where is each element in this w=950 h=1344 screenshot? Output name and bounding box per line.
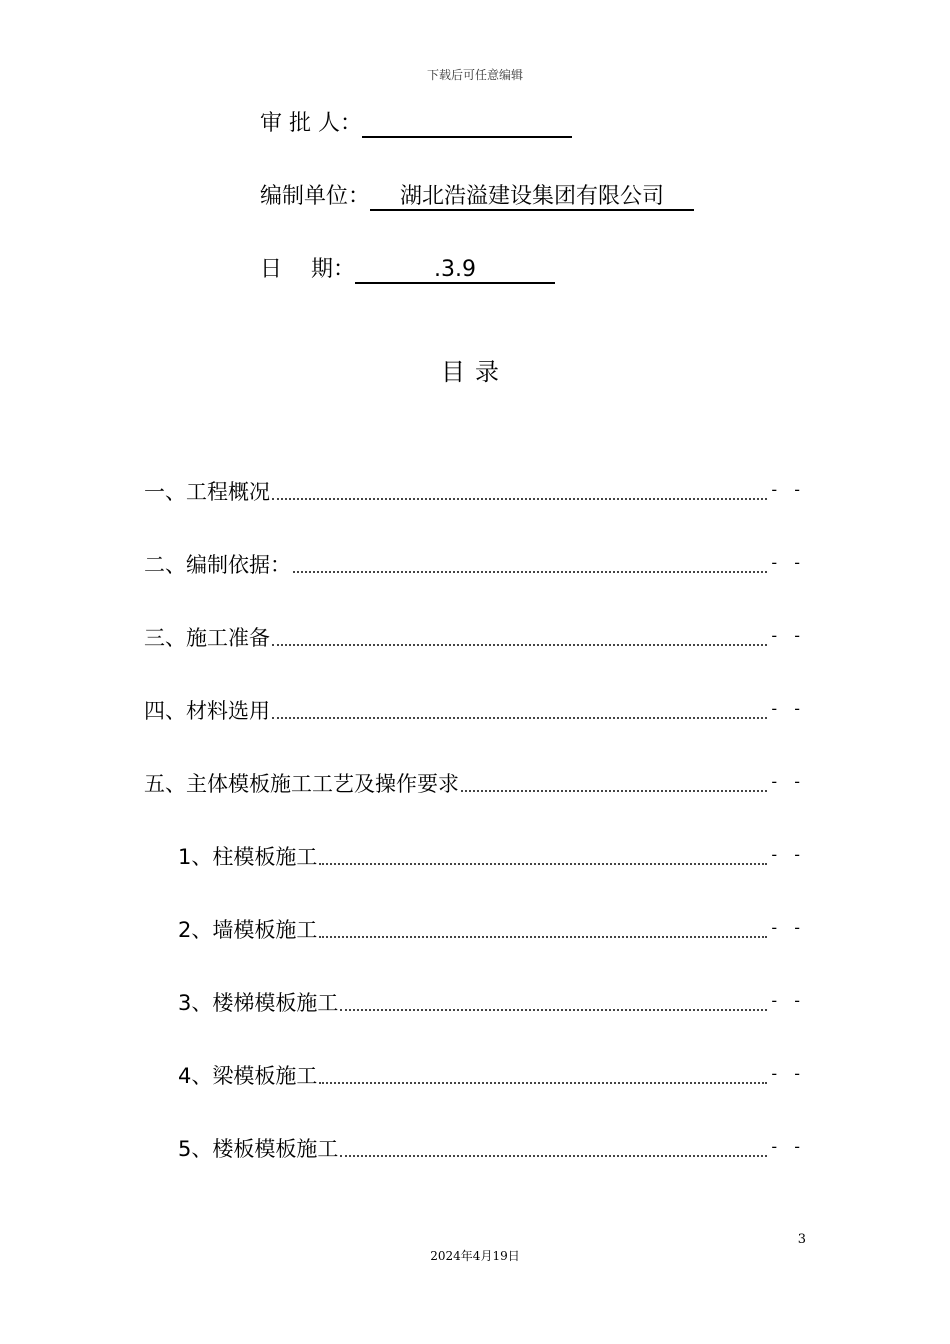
approver-label: 审 批 人： — [260, 111, 362, 136]
toc-title: 目录 — [441, 358, 509, 386]
toc-subitem[interactable] — [178, 914, 806, 944]
toc-item-page: - - — [771, 772, 806, 791]
toc-item-page: - - — [771, 699, 806, 718]
toc-leader — [272, 644, 767, 646]
toc-item[interactable] — [144, 622, 806, 652]
toc-item-page: - - — [771, 991, 806, 1010]
date-field — [260, 256, 555, 284]
unit-field — [260, 183, 694, 211]
toc-subitem[interactable] — [178, 841, 806, 871]
toc-item-label: 四、材料选用 — [144, 699, 270, 723]
toc-subitem[interactable] — [178, 1133, 806, 1163]
toc-subitem[interactable] — [178, 1060, 806, 1090]
page-footer-date: 2024年4月19日 — [430, 1249, 520, 1263]
toc-item[interactable] — [144, 476, 806, 506]
unit-label: 编制单位： — [260, 184, 371, 209]
page-number: 3 — [797, 1232, 806, 1247]
toc-item-page: - - — [771, 918, 806, 937]
toc-item-page: - - — [771, 626, 806, 645]
toc-leader — [319, 863, 767, 865]
toc-item-label: 1、柱模板施工 — [178, 845, 318, 869]
date-label: 日 期： — [260, 257, 355, 282]
toc-item-page: - - — [771, 1064, 806, 1083]
toc-item-label: 3、楼梯模板施工 — [178, 991, 339, 1015]
approver-field — [260, 110, 572, 138]
toc-item-label: 2、墙模板施工 — [178, 918, 318, 942]
toc-leader — [461, 790, 767, 792]
toc-item-page: - - — [771, 1137, 806, 1156]
toc-leader — [319, 936, 767, 938]
page-header: 下载后可任意编辑 — [426, 68, 523, 82]
toc-item-label: 4、梁模板施工 — [178, 1064, 318, 1088]
toc-item-label: 五、主体模板施工工艺及操作要求 — [144, 772, 459, 796]
toc-item-label: 二、编制依据： — [144, 553, 291, 577]
toc-item[interactable] — [144, 549, 806, 579]
toc-item[interactable] — [144, 768, 806, 798]
toc-item-label: 5、楼板模板施工 — [178, 1137, 339, 1161]
toc-leader — [272, 717, 767, 719]
toc-item-page: - - — [771, 553, 806, 572]
date-value: .3.9 — [355, 256, 555, 284]
toc-item[interactable] — [144, 695, 806, 725]
toc-leader — [319, 1082, 767, 1084]
toc-subitem[interactable] — [178, 987, 806, 1017]
unit-value: 湖北浩溢建设集团有限公司 — [370, 183, 694, 211]
toc-item-label: 三、施工准备 — [144, 626, 270, 650]
toc-leader — [340, 1155, 767, 1157]
toc-item-label: 一、工程概况 — [144, 480, 270, 504]
toc-item-page: - - — [771, 480, 806, 499]
toc-leader — [272, 498, 767, 500]
toc-leader — [340, 1009, 767, 1011]
approver-value — [362, 110, 572, 138]
toc-item-page: - - — [771, 845, 806, 864]
toc-leader — [293, 571, 767, 573]
